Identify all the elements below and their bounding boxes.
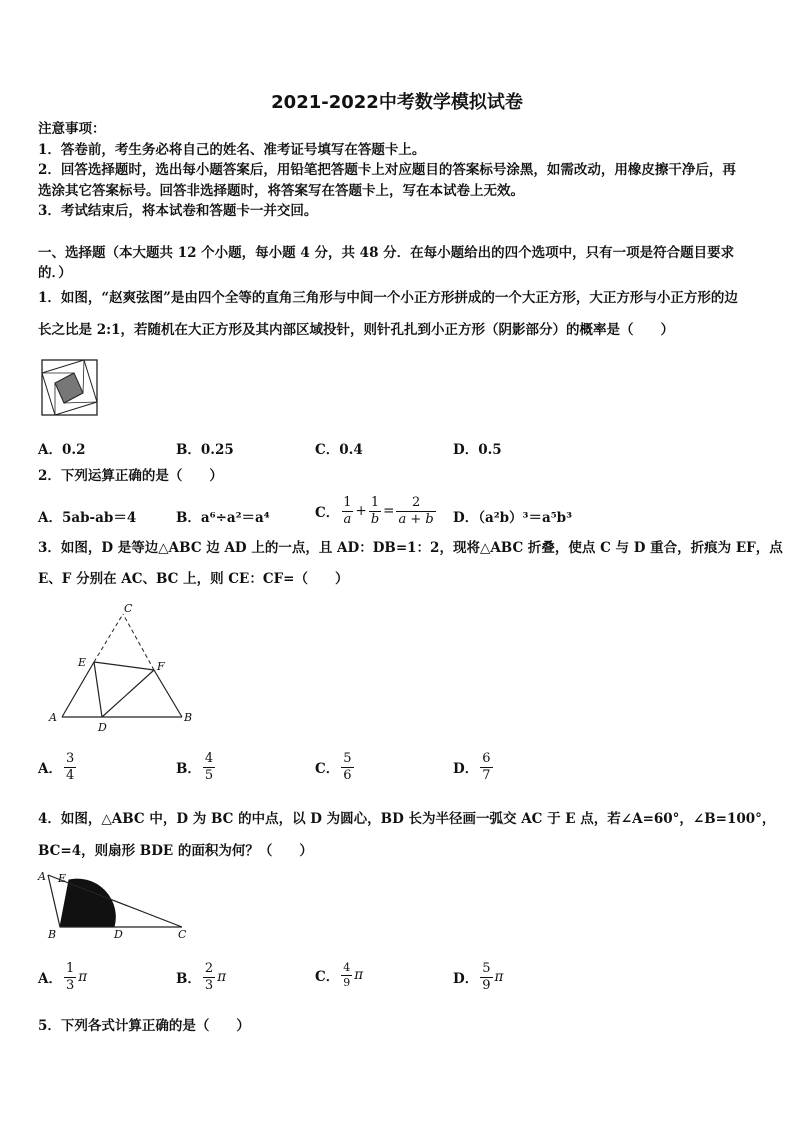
q3-label-b: B (184, 711, 193, 724)
q3-label-f: F (157, 660, 165, 673)
notes-line-2b: 选涂其它答案标号。回答非选择题时，将答案写在答题卡上，写在本试卷上无效。 (38, 183, 524, 199)
section-heading-line-1: 一、选择题（本大题共 12 个小题，每小题 4 分，共 48 分．在每小题给出的四个选项中，只有一项是符合题目要求 (38, 245, 735, 261)
q2-c-equals: = (383, 503, 395, 520)
q3-option-b: B． $\frac{4}{5}$ (176, 751, 214, 783)
page-title: 2021-2022中考数学模拟试卷 (271, 92, 523, 113)
q4-option-b: B． $\frac{2}{3}$ π (176, 961, 227, 993)
q2-option-a: A．5ab-ab＝4 (38, 510, 137, 526)
q4-shaded-sector (60, 879, 115, 927)
q1-option-a: A．0.2 (38, 442, 86, 458)
notes-line-1: 1．答卷前，考生务必将自己的姓名、准考证号填写在答题卡上。 (38, 142, 426, 158)
q4-sector-diagram (34, 868, 194, 944)
q3-triangle-diagram (44, 600, 199, 735)
q3-option-a: A． $\frac{3}{4}$ (38, 751, 75, 783)
q1-option-b: B．0.25 (176, 442, 234, 458)
q2-c-plus: + (355, 503, 367, 520)
q4-label-d: D (114, 928, 123, 941)
q4-option-c: C． $\frac{4}{9}$ π (315, 961, 364, 989)
q4-label-b: B (48, 928, 57, 941)
q4-stem-line-2: BC=4，则扇形 BDE 的面积为何？（ ） (38, 843, 313, 859)
q4-option-d: D． $\frac{5}{9}$ π (453, 961, 504, 993)
q1-zhao-shuang-diagram (40, 358, 100, 416)
q1-stem-line-1: 1．如图，“赵爽弦图”是由四个全等的直角三角形与中间一个小正方形拼成的一个大正方形，大正方形与小正方形的边 (38, 290, 738, 306)
q4-label-a: A (38, 870, 46, 883)
q2-option-c (315, 496, 436, 526)
q3-option-c: C． $\frac{5}{6}$ (315, 751, 352, 783)
q3-label-a: A (49, 711, 57, 724)
q2-c-fraction-2: $\frac{1}{b}$ (370, 495, 380, 527)
q3-option-d: D． $\frac{6}{7}$ (453, 751, 491, 783)
q4-stem-line-1: 4．如图，△ABC 中，D 为 BC 的中点，以 D 为圆心，BD 长为半径画一弧交 AC 于 E 点，若∠A=60°，∠B=100°， (38, 811, 776, 827)
q2-option-b: B．a⁶÷a²＝a⁴ (176, 510, 270, 526)
q4-label-e: E (58, 872, 67, 885)
notes-heading: 注意事项： (38, 121, 106, 137)
q3-label-c: C (124, 602, 133, 615)
q3-stem-line-2: E、F 分别在 AC、BC 上，则 CE：CF=（ ） (38, 571, 349, 587)
q2-c-fraction-1: $\frac{1}{a}$ (343, 495, 352, 527)
q1-option-d: D．0.5 (453, 442, 502, 458)
notes-line-2a: 2．回答选择题时，选出每小题答案后，用铅笔把答题卡上对应题目的答案标号涂黑，如需改动，用橡皮擦干净后，再 (38, 162, 736, 178)
q4-label-c: C (178, 928, 187, 941)
q2-option-d: D．（a²b）³＝a⁵b³ (453, 510, 572, 526)
q2-stem: 2．下列运算正确的是（ ） (38, 468, 223, 484)
q3-label-e: E (78, 656, 87, 669)
section-heading-line-2: 的．） (38, 265, 72, 281)
notes-line-3: 3．考试结束后，将本试卷和答题卡一并交回。 (38, 203, 318, 219)
q1-option-c: C．0.4 (315, 442, 363, 458)
q5-stem: 5．下列各式计算正确的是（ ） (38, 1018, 250, 1034)
q3-stem-line-1: 3．如图，D 是等边△ABC 边 AD 上的一点，且 AD：DB=1：2，现将△ABC 折叠，使点 C 与 D 重合，折痕为 EF，点 (38, 540, 783, 556)
q4-option-a: A． $\frac{1}{3}$ π (38, 961, 88, 993)
q1-stem-line-2: 长之比是 2:1，若随机在大正方形及其内部区域投针，则针孔扎到小正方形（阴影部分）的概率是（ ） (38, 322, 674, 338)
q2-option-c-label: C． (315, 505, 340, 522)
q2-c-fraction-3: $\frac{2}{a + b}$ (398, 495, 434, 527)
q3-label-d: D (98, 721, 107, 734)
